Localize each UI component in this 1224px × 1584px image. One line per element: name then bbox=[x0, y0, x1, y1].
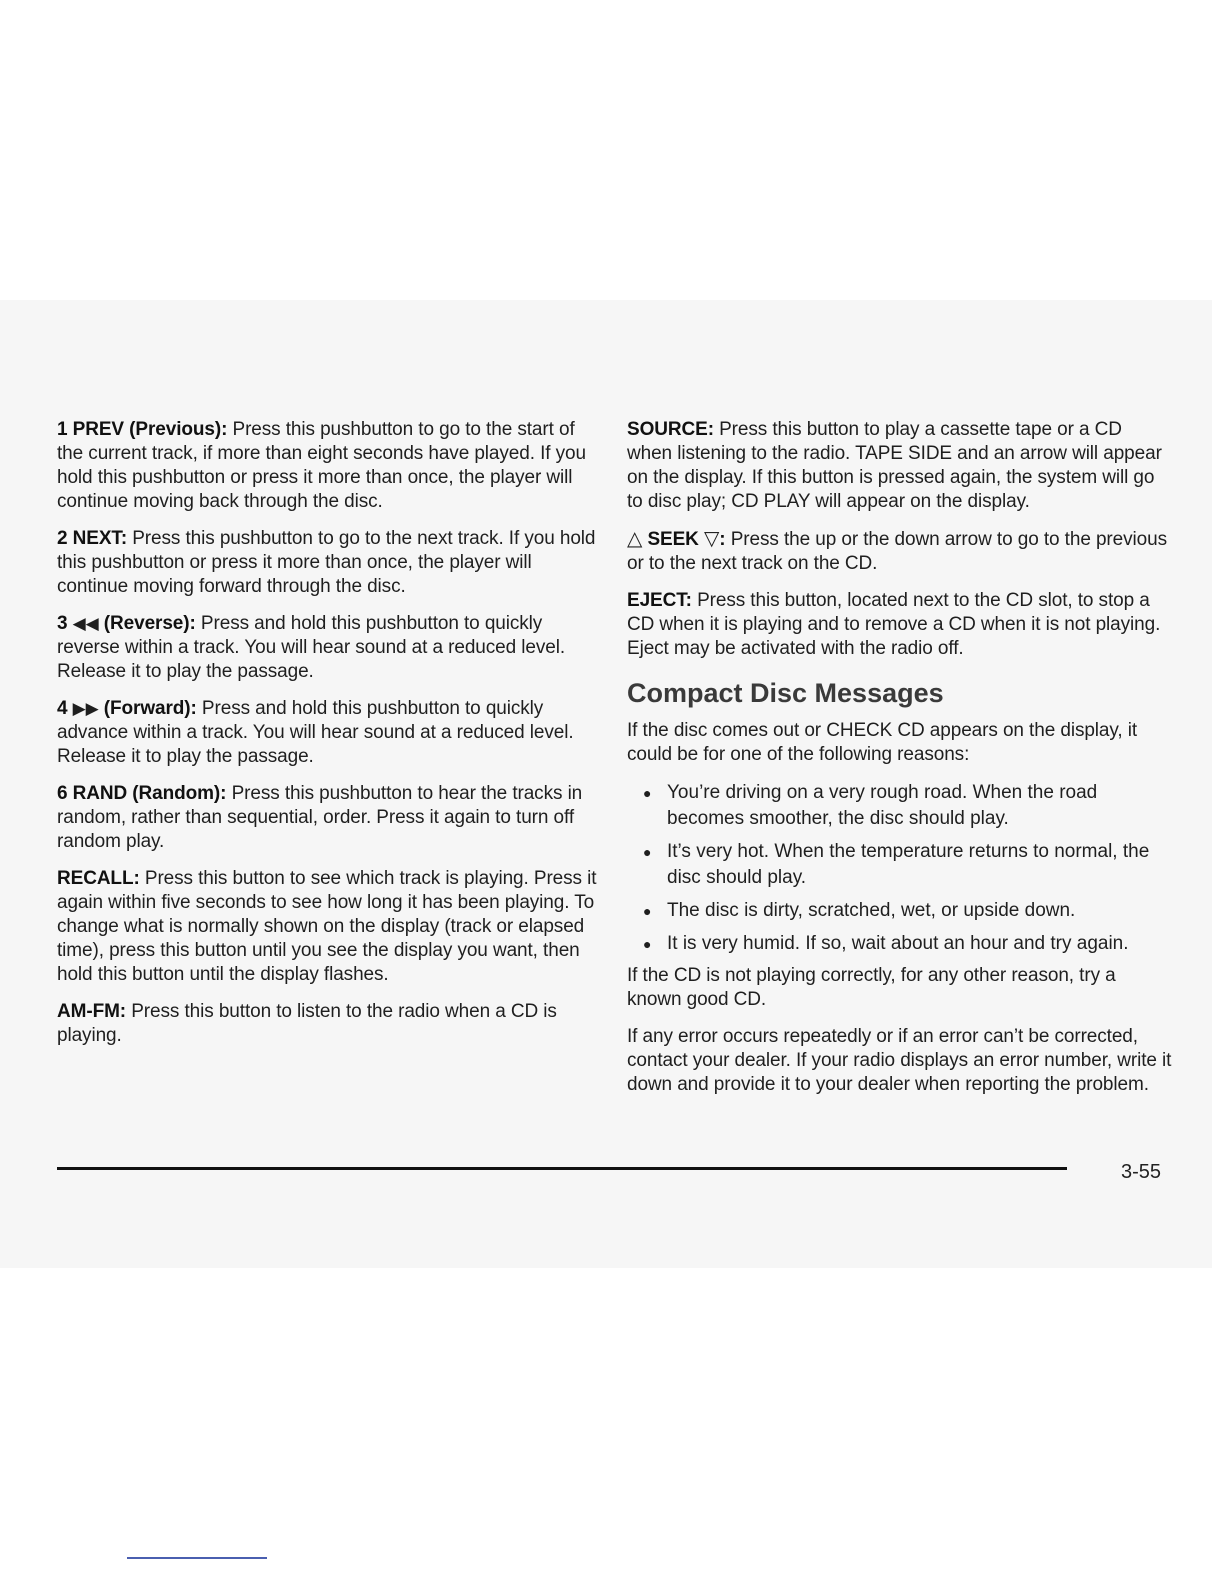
recall-term: RECALL: bbox=[57, 868, 140, 889]
prev-text: Press this pushbutton to go to the start of the current track, if more than eight seconds have played. If you hold this pushbutton or press it more than once, the player will continue moving back through the disc. bbox=[57, 419, 586, 512]
fast-forward-icon: ▶▶ bbox=[72, 699, 99, 718]
list-item bbox=[627, 780, 1172, 832]
next-term: 2 NEXT: bbox=[57, 528, 128, 549]
rand-term: 6 RAND (Random): bbox=[57, 783, 227, 804]
amfm-term: AM-FM: bbox=[57, 1001, 127, 1022]
recall-paragraph bbox=[57, 867, 597, 987]
amfm-paragraph bbox=[57, 1000, 597, 1048]
eject-text: Press this button, located next to the CD slot, to stop a CD when it is playing and to remove a CD when it is not playing. Eject may be activated with the radio off. bbox=[627, 590, 1161, 659]
seek-text: Press the up or the down arrow to go to the previous or to the next track on the CD. bbox=[627, 529, 1167, 574]
reverse-text: Press and hold this pushbutton to quickly reverse within a track. You will hear sound at a reduced level. Release it to play the passage. bbox=[57, 613, 566, 682]
intro-paragraph: If the disc comes out or CHECK CD appears on the display, it could be for one of the following reasons: bbox=[627, 720, 1138, 765]
source-text: Press this button to play a cassette tape or a CD when listening to the radio. TAPE SIDE and an arrow will appear on the display. If this button is pressed again, the system will go to disc play; CD PLAY will appear on the display. bbox=[627, 419, 1162, 512]
next-paragraph bbox=[57, 527, 597, 599]
source-paragraph bbox=[627, 418, 1172, 514]
forward-paragraph bbox=[57, 697, 597, 769]
reasons-list bbox=[627, 780, 1172, 957]
page-number: 3-55 bbox=[1121, 1161, 1162, 1183]
right-column bbox=[627, 418, 1172, 1110]
prev-term: 1 PREV (Previous): bbox=[57, 419, 228, 440]
list-item bbox=[627, 898, 1172, 924]
forward-term: (Forward): bbox=[103, 698, 197, 719]
list-item bbox=[627, 931, 1172, 957]
seek-colon: : bbox=[719, 529, 726, 550]
down-triangle-icon: ▽ bbox=[704, 528, 720, 550]
prev-paragraph bbox=[57, 418, 597, 514]
seek-term: SEEK bbox=[647, 529, 699, 550]
bullet-icon: ● bbox=[643, 844, 652, 860]
rand-paragraph bbox=[57, 782, 597, 854]
list-item-text: It is very humid. If so, wait about an hour and try again. bbox=[667, 933, 1129, 954]
reverse-paragraph bbox=[57, 612, 597, 684]
bullet-icon: ● bbox=[643, 936, 652, 952]
forward-text: Press and hold this pushbutton to quickly advance within a track. You will hear sound at a reduced level. Release it to play the passage. bbox=[57, 698, 574, 767]
recall-text: Press this button to see which track is playing. Press it again within five seconds to see how long it has been playing. To change what is normally shown on the display (track or elapsed time), press this button until you see the display you want, then hold this button until the display flashes. bbox=[57, 868, 597, 985]
rand-text: Press this pushbutton to hear the tracks in random, rather than sequential, order. Press it again to turn off random play. bbox=[57, 783, 583, 852]
source-term: SOURCE: bbox=[627, 419, 714, 440]
footer-rule bbox=[57, 1167, 1067, 1170]
list-item bbox=[627, 839, 1172, 891]
not-playing-paragraph: If the CD is not playing correctly, for any other reason, try a known good CD. bbox=[627, 965, 1116, 1010]
rewind-icon: ◀◀ bbox=[72, 614, 99, 633]
forward-number: 4 bbox=[57, 698, 68, 719]
reverse-term: (Reverse): bbox=[103, 613, 196, 634]
eject-paragraph bbox=[627, 589, 1172, 661]
error-paragraph: If any error occurs repeatedly or if an error can’t be corrected, contact your dealer. If your radio displays an error number, write it down and provide it to your dealer when reporting the problem. bbox=[627, 1026, 1172, 1095]
amfm-text: Press this button to listen to the radio when a CD is playing. bbox=[57, 1001, 557, 1046]
list-item-text: It’s very hot. When the temperature returns to normal, the disc should play. bbox=[667, 841, 1150, 888]
list-item-text: You’re driving on a very rough road. When the road becomes smoother, the disc should play. bbox=[667, 782, 1098, 829]
next-text: Press this pushbutton to go to the next track. If you hold this pushbutton or press it more than once, the player will continue moving forward through the disc. bbox=[57, 528, 596, 597]
seek-paragraph bbox=[627, 527, 1172, 576]
bullet-icon: ● bbox=[643, 903, 652, 919]
reverse-number: 3 bbox=[57, 613, 68, 634]
eject-term: EJECT: bbox=[627, 590, 692, 611]
up-triangle-icon: △ bbox=[627, 528, 643, 550]
bottom-divider bbox=[127, 1557, 267, 1559]
left-column bbox=[57, 418, 597, 1061]
list-item-text: The disc is dirty, scratched, wet, or upside down. bbox=[667, 900, 1076, 921]
section-heading: Compact Disc Messages bbox=[627, 678, 944, 708]
bullet-icon: ● bbox=[643, 785, 652, 801]
